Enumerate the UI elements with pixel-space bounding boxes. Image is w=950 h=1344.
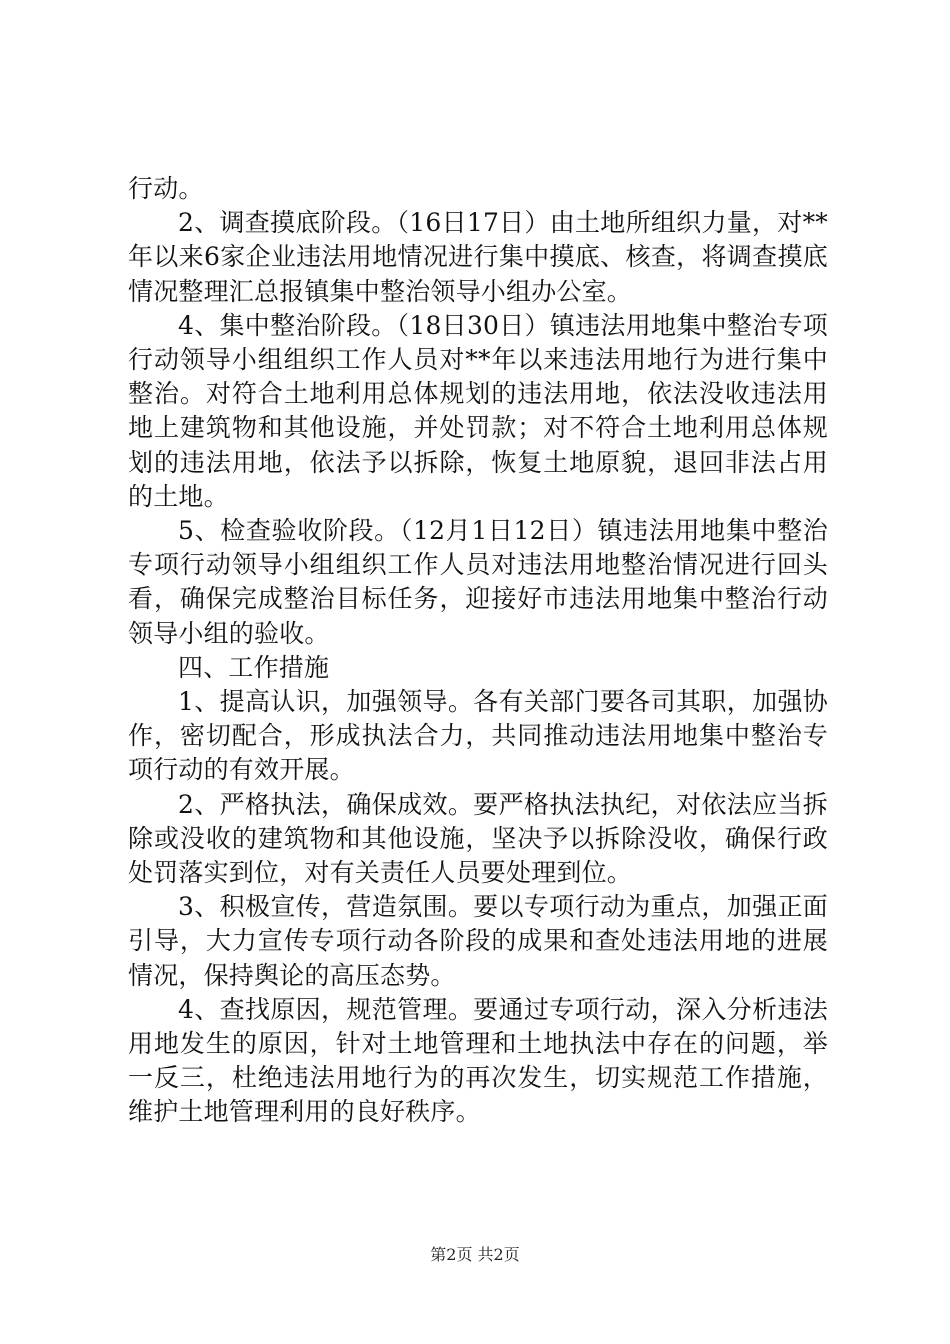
paragraph-measure-2: 2、严格执法，确保成效。要严格执法执纪，对依法应当拆除或没收的建筑物和其他设施，坚决予以拆除没收，确保行政处罚落实到位，对有关责任人员要处理到位。: [128, 789, 828, 888]
paragraph-rectification-stage: 4、集中整治阶段。（18日30日）镇违法用地集中整治专项行动领导小组组织工作人员对**年以来违法用地行为进行集中整治。对符合土地利用总体规划的违法用地，依法没收违法用地上建筑物和其他设施，并处罚款；对不符合土地利用总体规划的违法用地，依法予以拆除，恢复土地原貌，退回非法占用的土地。: [128, 310, 828, 511]
page-number-footer: 第2页 共2页: [430, 1245, 520, 1264]
section-heading-measures: 四、工作措施: [178, 652, 330, 682]
paragraph-measure-3: 3、积极宣传，营造氛围。要以专项行动为重点，加强正面引导，大力宣传专项行动各阶段的成果和查处违法用地的进展情况，保持舆论的高压态势。: [128, 892, 828, 990]
paragraph-survey-stage: 2、调查摸底阶段。（16日17日）由土地所组织力量，对**年以来6家企业违法用地情况进行集中摸底、核查，将调查摸底情况整理汇总报镇集中整治领导小组办公室。: [128, 208, 828, 306]
paragraph-continuation: 行动。: [128, 174, 204, 203]
paragraph-measure-1: 1、提高认识，加强领导。各有关部门要各司其职，加强协作，密切配合，形成执法合力，共同推动违法用地集中整治专项行动的有效开展。: [128, 687, 828, 785]
paragraph-inspection-stage: 5、检查验收阶段。（12月1日12日）镇违法用地集中整治专项行动领导小组组织工作人员对违法用地整治情况进行回头看，确保完成整治目标任务，迎接好市违法用地集中整治行动领导小组的验收。: [128, 516, 828, 648]
paragraph-measure-4: 4、查找原因，规范管理。要通过专项行动，深入分析违法用地发生的原因，针对土地管理和土地执法中存在的问题，举一反三，杜绝违法用地行为的再次发生，切实规范工作措施，维护土地管理利用的良好秩序。: [128, 994, 828, 1127]
document-body: [128, 172, 828, 1130]
